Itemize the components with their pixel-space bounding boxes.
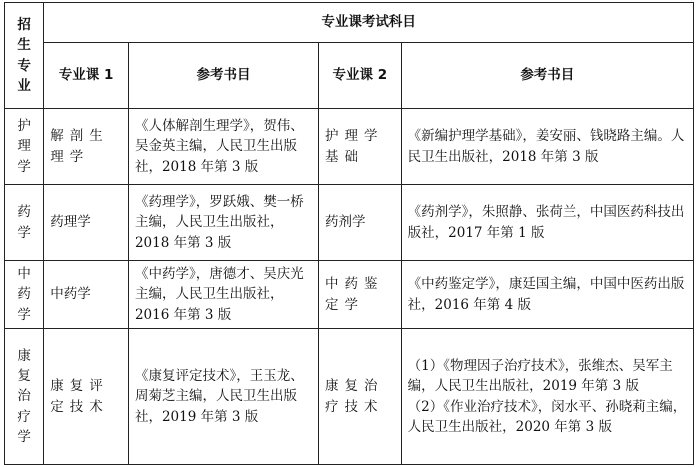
books1-cell: 《药理学》，罗跃娥、樊一桥主编，人民卫生出版社，2018 年第 3 版 bbox=[128, 185, 318, 261]
book-entry: 《药剂学》，朱照静、张荷兰，中国医药科技出版社，2017 年第 1 版 bbox=[407, 204, 685, 241]
course2-header: 专业课 2 bbox=[319, 43, 402, 109]
major-column-header bbox=[5, 3, 44, 109]
course1-cell: 解剖生理学 bbox=[44, 109, 129, 185]
course1-cell: 中药学 bbox=[44, 261, 129, 329]
course1-cell: 康复评定技术 bbox=[44, 329, 129, 465]
course2-cell: 康复治疗技术 bbox=[319, 329, 402, 465]
major-cell: 药学 bbox=[5, 185, 44, 261]
books2-cell bbox=[401, 185, 693, 261]
exam-subjects-group-header: 专业课考试科目 bbox=[44, 3, 694, 43]
books1-header: 参考书目 bbox=[128, 43, 318, 109]
course2-cell: 中药鉴定学 bbox=[319, 261, 402, 329]
table-row bbox=[5, 261, 694, 329]
course2-cell: 护理学基础 bbox=[319, 109, 402, 185]
table-row bbox=[5, 185, 694, 261]
books2-cell bbox=[401, 109, 693, 185]
books2-cell bbox=[401, 261, 693, 329]
books1-cell: 《康复评定技术》，王玉龙、周菊芝主编，人民卫生出版社，2019 年第 3 版 bbox=[128, 329, 318, 465]
book-entry: 《中药鉴定学》，康廷国主编，中国中医药出版社，2016 年第 4 版 bbox=[407, 276, 685, 313]
books1-cell: 《人体解剖生理学》，贺伟、吴金英主编，人民卫生出版社，2018 年第 3 版 bbox=[128, 109, 318, 185]
major-cell: 中药学 bbox=[5, 261, 44, 329]
books1-cell: 《中药学》，唐德才、吴庆光主编，人民卫生出版社，2016 年第 3 版 bbox=[128, 261, 318, 329]
major-cell: 护理学 bbox=[5, 109, 44, 185]
table-row bbox=[5, 109, 694, 185]
major-column-header-text: 招生专业 bbox=[17, 17, 31, 94]
book-entry: （2）《作业治疗技术》，闵水平、孙晓莉主编，人民卫生出版社，2020 年第 3 版 bbox=[407, 398, 687, 435]
books2-cell bbox=[401, 329, 693, 465]
course2-cell: 药剂学 bbox=[319, 185, 402, 261]
book-entry: 《新编护理学基础》，姜安丽、钱晓路主编。人民卫生出版社，2018 年第 3 版 bbox=[407, 128, 685, 165]
course1-header: 专业课 1 bbox=[44, 43, 129, 109]
table-row bbox=[5, 329, 694, 465]
course1-cell: 药理学 bbox=[44, 185, 129, 261]
major-cell: 康复治疗学 bbox=[5, 329, 44, 465]
book-entry: （1）《物理因子治疗技术》，张维杰、吴军主编，人民卫生出版社，2019 年第 3 版 bbox=[407, 358, 673, 395]
books2-header: 参考书目 bbox=[401, 43, 693, 109]
exam-subjects-table bbox=[4, 2, 694, 465]
